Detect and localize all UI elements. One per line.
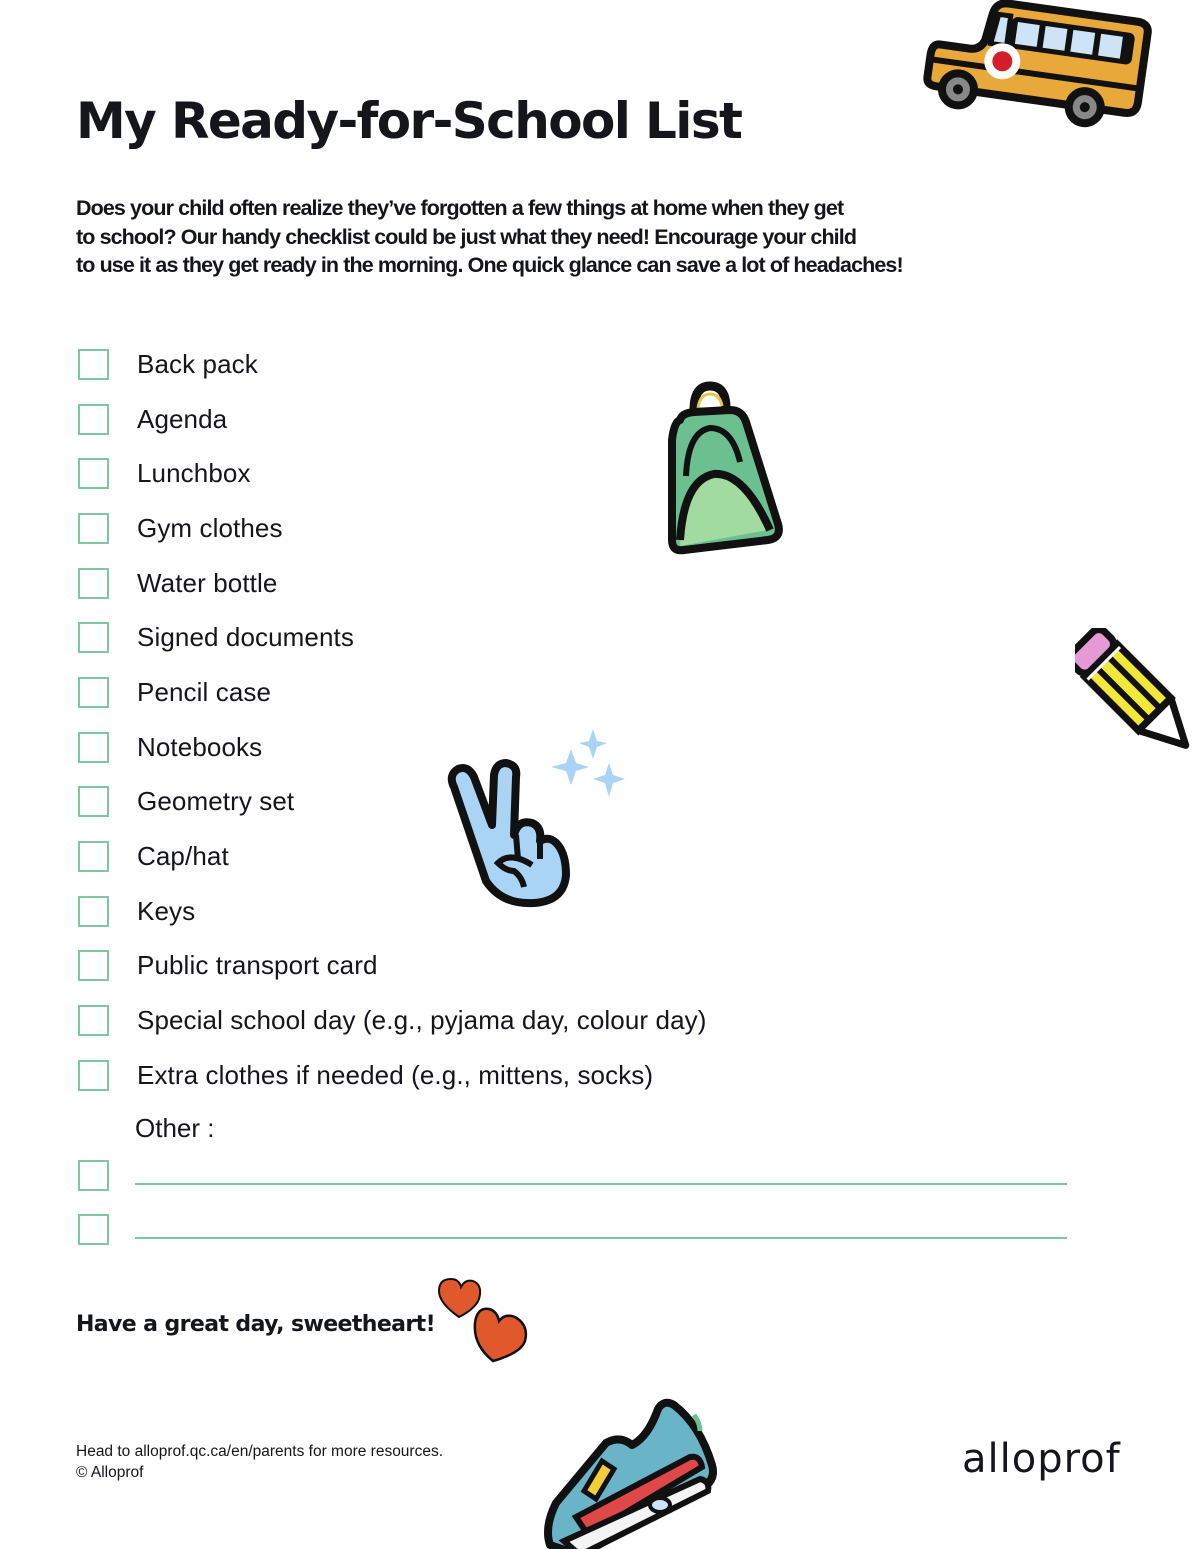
checkbox[interactable]	[78, 513, 109, 544]
checklist-item-label: Gym clothes	[137, 512, 283, 543]
checklist-item-label: Public transport card	[137, 950, 378, 981]
checkbox[interactable]	[78, 568, 109, 599]
copyright: © Alloprof	[76, 1464, 144, 1481]
checkbox[interactable]	[78, 786, 109, 817]
checkbox[interactable]	[78, 404, 109, 435]
checkbox[interactable]	[78, 950, 109, 981]
checklist-item-label: Back pack	[137, 348, 258, 379]
page-title: My Ready-for-School List	[76, 92, 742, 150]
other-item-input[interactable]	[135, 1237, 1067, 1262]
checkbox[interactable]	[78, 732, 109, 763]
school-bus-icon	[920, 0, 1152, 132]
checkbox[interactable]	[78, 841, 109, 872]
other-item-input[interactable]	[135, 1183, 1067, 1208]
resources-link-text[interactable]: Head to alloprof.qc.ca/en/parents for more resources.	[76, 1443, 444, 1460]
checklist-item	[78, 501, 707, 556]
checkbox[interactable]	[78, 677, 109, 708]
checkbox[interactable]	[78, 1060, 109, 1091]
checklist-item-label: Notebooks	[137, 731, 263, 762]
checkbox[interactable]	[78, 622, 109, 653]
checklist-item-label: Keys	[137, 895, 196, 926]
checklist-item-label: Geometry set	[137, 786, 295, 817]
checklist-item-label: Lunchbox	[137, 458, 251, 489]
closing-message: Have a great day, sweetheart!	[76, 1312, 435, 1337]
checklist-item-label: Signed documents	[137, 622, 354, 653]
checkbox[interactable]	[78, 896, 109, 927]
intro-paragraph	[76, 194, 1156, 280]
checklist-item	[78, 446, 707, 501]
checklist-item	[78, 993, 707, 1048]
checkbox[interactable]	[78, 1214, 109, 1245]
alloprof-logo: alloprof	[962, 1436, 1121, 1482]
other-label: Other :	[135, 1113, 215, 1143]
checklist-item	[78, 939, 707, 994]
intro-line: to use it as they get ready in the morning. One quick glance can save a lot of headaches!	[76, 253, 903, 277]
checklist-item-label: Water bottle	[137, 567, 278, 598]
intro-line: Does your child often realize they’ve forgotten a few things at home when they get	[76, 196, 844, 220]
checkbox[interactable]	[78, 349, 109, 380]
checklist-item	[78, 829, 707, 884]
checkbox[interactable]	[78, 458, 109, 489]
checkbox[interactable]	[78, 1160, 109, 1191]
pencil-icon	[1075, 628, 1200, 768]
checklist-item-label: Extra clothes if needed (e.g., mittens, socks)	[137, 1059, 654, 1090]
other-item	[78, 1214, 1067, 1245]
other-item	[78, 1160, 1067, 1191]
footer	[76, 1441, 443, 1483]
sneaker-icon	[540, 1395, 720, 1549]
checklist-item-label: Agenda	[137, 403, 228, 434]
sparkles-icon	[545, 725, 635, 805]
checklist-item	[78, 665, 707, 720]
checklist-item	[78, 392, 707, 447]
intro-line: to school? Our handy checklist could be just what they need! Encourage your child	[76, 224, 857, 249]
checklist-item-label: Pencil case	[137, 676, 272, 707]
write-in-line	[135, 1183, 1067, 1185]
write-in-line	[135, 1237, 1067, 1239]
checklist-item-label: Cap/hat	[137, 841, 229, 872]
backpack-icon	[660, 380, 790, 560]
checklist-item	[78, 556, 707, 611]
checkbox[interactable]	[78, 1005, 109, 1036]
hearts-icon	[435, 1275, 535, 1365]
checklist-item-label: Special school day (e.g., pyjama day, colour day)	[137, 1005, 707, 1036]
checklist-item	[78, 1048, 707, 1103]
checklist	[78, 337, 707, 1103]
checklist-item	[78, 610, 707, 665]
checklist-item	[78, 337, 707, 392]
checklist-item	[78, 884, 707, 939]
